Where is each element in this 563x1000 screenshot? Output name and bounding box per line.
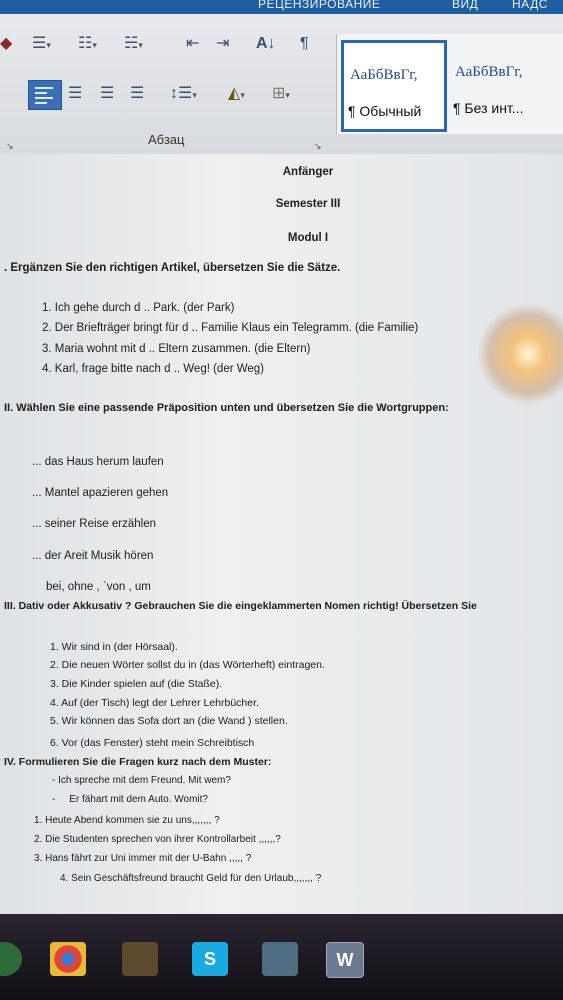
paragraph-dialog-launcher-icon[interactable]: ↘ bbox=[314, 141, 322, 151]
style-no-spacing[interactable] bbox=[449, 40, 563, 126]
section-2-options: bei, ohne , `von , um bbox=[46, 581, 151, 593]
borders-icon[interactable]: ⊞▾ bbox=[272, 85, 290, 102]
align-center-icon[interactable]: ☰ bbox=[68, 85, 83, 102]
section-2-item: ... der Areit Musik hören bbox=[32, 550, 154, 562]
align-left-button[interactable] bbox=[28, 80, 62, 110]
chrome-icon[interactable] bbox=[50, 942, 86, 976]
style-sample: АаБбВвГг, bbox=[350, 67, 418, 83]
bullet-list-icon[interactable]: ☰▾ bbox=[32, 35, 51, 52]
tab-review[interactable]: РЕЦЕНЗИРОВАНИЕ bbox=[258, 0, 381, 11]
section-3-item: 4. Auf (der Tisch) legt der Lehrer Lehrbücher. bbox=[50, 697, 259, 709]
style-name: ¶ Без инт... bbox=[453, 100, 524, 116]
tab-view[interactable]: ВИД bbox=[452, 0, 479, 11]
section-4-title: IV. Formulieren Sie die Fragen kurz nach dem Muster: bbox=[4, 756, 272, 768]
skype-label: S bbox=[203, 949, 216, 969]
align-right-icon[interactable]: ☰ bbox=[100, 85, 115, 102]
word-label: W bbox=[336, 950, 354, 970]
photos-icon[interactable] bbox=[122, 942, 158, 976]
skype-icon[interactable] bbox=[192, 942, 228, 976]
section-2-title: II. Wählen Sie eine passende Präposition unten und übersetzen Sie die Wortgruppen: bbox=[4, 402, 449, 414]
pilcrow-icon[interactable]: ¶ bbox=[300, 35, 309, 52]
section-2-item: ... Mantel apazieren gehen bbox=[32, 487, 169, 499]
taskbar bbox=[0, 914, 563, 1000]
heading-modul: Modul I bbox=[287, 232, 329, 244]
start-button[interactable] bbox=[0, 942, 22, 976]
section-4-item: 1. Heute Abend kommen sie zu uns,,,,,,, ? bbox=[34, 815, 220, 826]
section-1-item: 4. Karl, frage bitte nach d .. Weg! (der Weg) bbox=[42, 363, 265, 375]
word-icon[interactable] bbox=[326, 942, 364, 978]
section-1-title: . Ergänzen Sie den richtigen Artikel, übersetzen Sie die Sätze. bbox=[4, 262, 341, 274]
section-3-item: 6. Vor (das Fenster) steht mein Schreibtisch bbox=[50, 737, 255, 749]
dialog-launcher-icon[interactable]: ↘ bbox=[6, 141, 14, 151]
increase-indent-icon[interactable]: ⇥ bbox=[216, 35, 230, 52]
section-3-item: 2. Die neuen Wörter sollst du in (das Wörterheft) eintragen. bbox=[50, 659, 325, 671]
section-3-item: 5. Wir können das Sofa dort an (die Wand ) stellen. bbox=[50, 715, 288, 727]
numbered-list-icon[interactable]: ☷▾ bbox=[78, 35, 97, 52]
decrease-indent-icon[interactable]: ⇤ bbox=[186, 35, 200, 52]
document-page[interactable] bbox=[0, 154, 563, 914]
justify-icon[interactable]: ☰ bbox=[130, 85, 145, 102]
section-1-item: 2. Der Briefträger bringt für d .. Familie Klaus ein Telegramm. (die Familie) bbox=[42, 322, 419, 334]
example-text: Ich spreche mit dem Freund. Mit wem? bbox=[58, 775, 231, 786]
example-text: Er fähart mit dem Auto. Womit? bbox=[69, 794, 208, 805]
style-normal[interactable] bbox=[341, 40, 447, 132]
example-line: - Ich spreche mit dem Freund. Mit wem? bbox=[52, 775, 231, 786]
taskbar-app-icon[interactable] bbox=[262, 942, 298, 976]
section-1-item: 3. Maria wohnt mit d .. Eltern zusammen. (die Eltern) bbox=[42, 343, 311, 355]
styles-gallery bbox=[336, 34, 563, 134]
shading-icon[interactable]: ◭▾ bbox=[228, 85, 245, 102]
section-4-item: 2. Die Studenten sprechen von ihrer Kontrollarbeit ,,,,,,? bbox=[34, 834, 281, 845]
heading-anfanger: Anfänger bbox=[282, 166, 334, 178]
paragraph-group-label: Абзац bbox=[148, 132, 185, 147]
line-spacing-icon[interactable]: ↕☰▾ bbox=[170, 85, 197, 102]
ribbon bbox=[0, 14, 563, 155]
sort-icon[interactable]: A↓ bbox=[256, 35, 276, 52]
section-3-item: 1. Wir sind in (der Hörsaal). bbox=[50, 641, 178, 653]
example-line: - Er fähart mit dem Auto. Womit? bbox=[52, 794, 208, 805]
tab-addins[interactable]: НАДС bbox=[512, 0, 548, 11]
ribbon-tab-bar bbox=[0, 0, 563, 14]
multilevel-list-icon[interactable]: ☵▾ bbox=[124, 35, 143, 52]
format-painter-icon[interactable]: ◆ bbox=[0, 35, 13, 52]
section-3-item: 3. Die Kinder spielen auf (die Staße). bbox=[50, 678, 223, 690]
section-4-item: 4. Sein Geschäftsfreund braucht Geld für den Urlaub,,,,,,, ? bbox=[60, 873, 322, 884]
section-3-title: III. Dativ oder Akkusativ ? Gebrauchen Sie die eingeklammerten Nomen richtig! Übersetzen Sie bbox=[4, 600, 477, 612]
section-2-item: ... das Haus herum laufen bbox=[32, 456, 164, 468]
style-name: ¶ Обычный bbox=[348, 103, 422, 119]
heading-semester: Semester III bbox=[275, 198, 341, 210]
section-2-item: ... seiner Reise erzählen bbox=[32, 518, 157, 530]
section-4-item: 3. Hans fährt zur Uni immer mit der U-Bahn ,,,,, ? bbox=[34, 853, 252, 864]
section-1-item: 1. Ich gehe durch d .. Park. (der Park) bbox=[42, 302, 235, 314]
style-sample: АаБбВвГг, bbox=[455, 64, 523, 80]
light-glare bbox=[478, 304, 563, 404]
